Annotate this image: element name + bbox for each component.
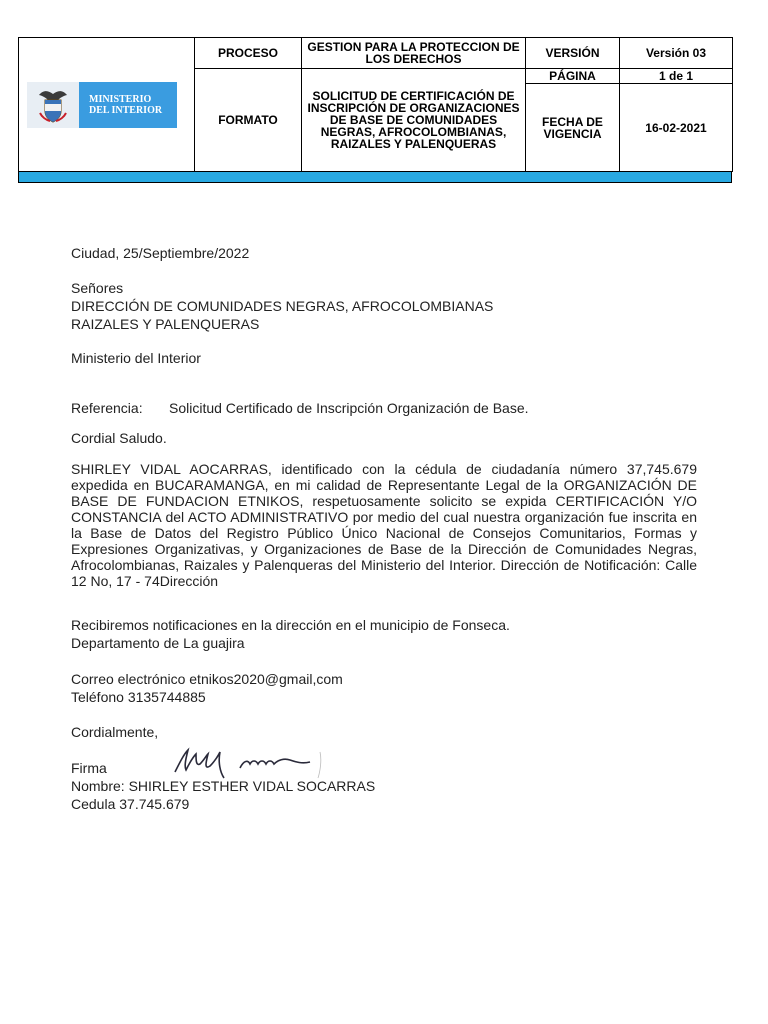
signer-cedula: Cedula 37.745.679 bbox=[71, 796, 190, 812]
colombia-coat-of-arms-icon bbox=[27, 82, 79, 128]
proceso-value: GESTION PARA LA PROTECCION DE LOS DERECHOS bbox=[302, 38, 526, 69]
signer-name: Nombre: SHIRLEY ESTHER VIDAL SOCARRAS bbox=[71, 778, 376, 794]
notification-line1: Recibiremos notificaciones en la dirección en el municipio de Fonseca. bbox=[71, 617, 510, 633]
recipient-line1: DIRECCIÓN DE COMUNIDADES NEGRAS, AFROCOLOMBIANAS bbox=[71, 298, 494, 314]
vigencia-label: FECHA DE VIGENCIA bbox=[526, 84, 620, 172]
phone: Teléfono 3135744885 bbox=[71, 689, 206, 705]
ministry-name: Ministerio del Interior bbox=[71, 350, 201, 366]
document-header-table bbox=[18, 37, 733, 172]
reference-value: Solicitud Certificado de Inscripción Organización de Base. bbox=[169, 400, 529, 416]
version-value: Versión 03 bbox=[620, 38, 733, 69]
logo-cell bbox=[19, 38, 195, 172]
greeting: Cordial Saludo. bbox=[71, 430, 167, 446]
vigencia-value: 16-02-2021 bbox=[620, 84, 733, 172]
recipient-line2: RAIZALES Y PALENQUERAS bbox=[71, 316, 260, 332]
email: Correo electrónico etnikos2020@gmail,com bbox=[71, 671, 343, 687]
pagina-label: PÁGINA bbox=[526, 69, 620, 84]
pagina-value: 1 de 1 bbox=[620, 69, 733, 84]
version-label: VERSIÓN bbox=[526, 38, 620, 69]
notification-line2: Departamento de La guajira bbox=[71, 635, 245, 651]
reference-label: Referencia: bbox=[71, 400, 143, 416]
signature-icon bbox=[170, 742, 350, 782]
reference bbox=[71, 400, 529, 416]
closing: Cordialmente, bbox=[71, 724, 159, 740]
header-divider-bar bbox=[18, 171, 732, 183]
firma-label: Firma bbox=[71, 760, 107, 776]
logo-text-line2: DEL INTERIOR bbox=[89, 104, 163, 116]
logo-text-line1: MINISTERIO bbox=[89, 93, 152, 105]
letter-body: SHIRLEY VIDAL AOCARRAS, identificado con la cédula de ciudadanía número 37,745.679 expedida en BUCARAMANGA, en mi calidad de Representante Legal de la ORGANIZACIÓN DE BASE DE FUNDACION ETNIKOS, respetuosamente solicito se expida CERTIFICACIÓN Y/O CONSTANCIA del ACTO ADMINISTRATIVO por medio del cual nuestra organización fue inscrita en la Base de Datos del Registro Público Único Nacional de Consejos Comunitarios, Formas y Expresiones Organizativas, y Organizaciones de Base de la Dirección de Comunidades Negras, Afrocolombianas, Raizales y Palenqueras del Ministerio del Interior. Dirección de Notificación: Calle 12 No, 17 - 74Dirección bbox=[71, 461, 697, 589]
formato-value: SOLICITUD DE CERTIFICACIÓN DE INSCRIPCIÓN DE ORGANIZACIONES DE BASE DE COMUNIDADES NEGRAS, AFROCOLOMBIANAS, RAIZALES Y PALENQUERAS bbox=[302, 69, 526, 172]
city-date: Ciudad, 25/Septiembre/2022 bbox=[71, 245, 250, 261]
proceso-label: PROCESO bbox=[195, 38, 302, 69]
salutation: Señores bbox=[71, 280, 124, 296]
ministry-logo bbox=[27, 82, 177, 128]
formato-label: FORMATO bbox=[195, 69, 302, 172]
